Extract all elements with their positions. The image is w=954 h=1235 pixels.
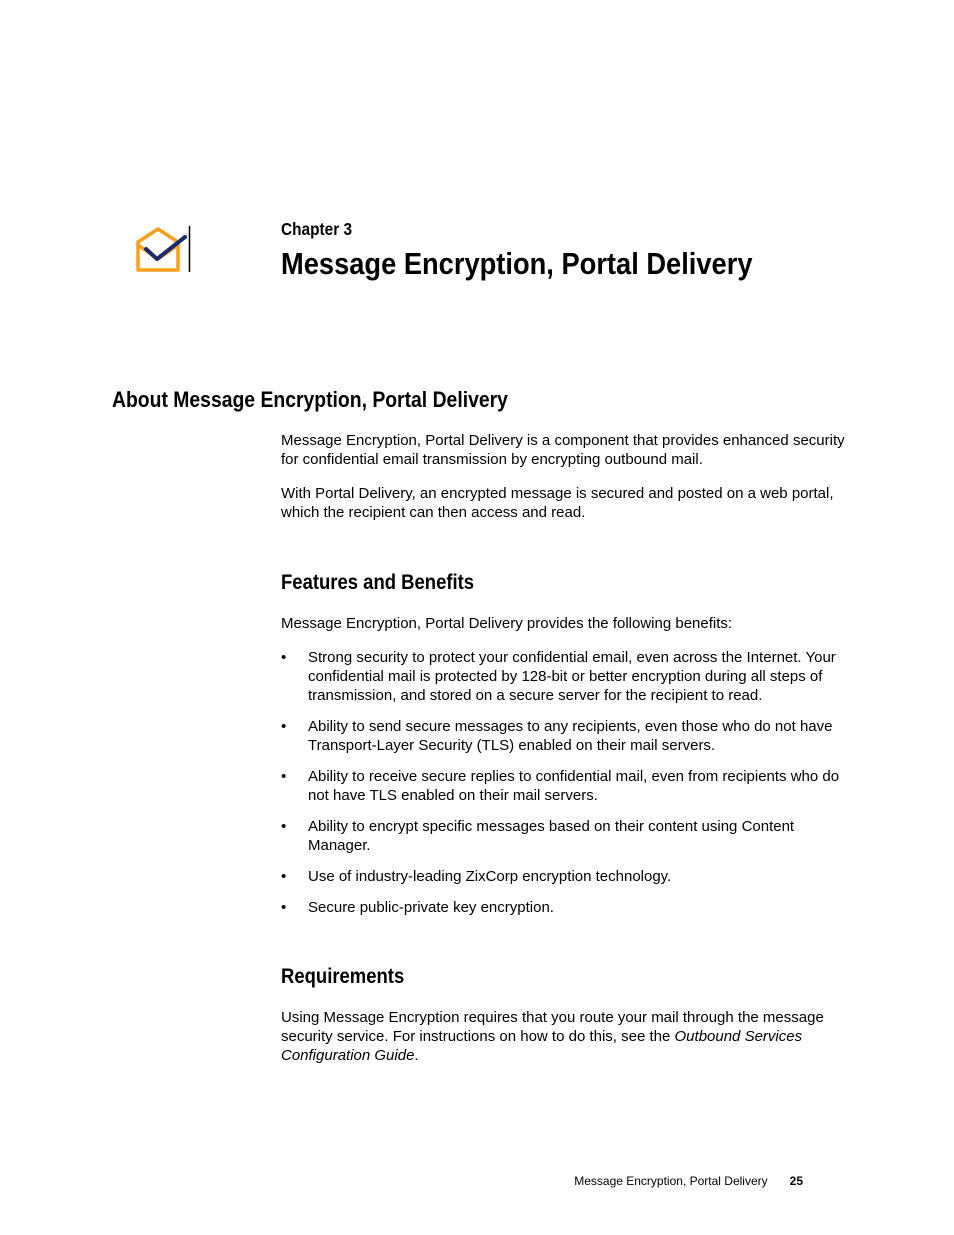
bullet-glyph: •	[281, 818, 287, 835]
list-item	[281, 767, 846, 805]
requirements-paragraph	[281, 1008, 846, 1065]
footer-title: Message Encryption, Portal Delivery	[574, 1174, 768, 1188]
list-item-text: Strong security to protect your confidential email, even across the Internet. Your confidential mail is protected by 128-bit or better encryption during all steps of transmission, and stored on a secure server for the recipient to read.	[308, 649, 836, 704]
list-item	[281, 648, 846, 705]
bullet-glyph: •	[281, 649, 287, 666]
envelope-checkmark-icon	[134, 224, 192, 274]
section-heading-features: Features and Benefits	[281, 571, 475, 594]
list-item	[281, 867, 846, 886]
bullet-glyph: •	[281, 768, 287, 785]
page-number: 25	[789, 1174, 803, 1188]
chapter-label: Chapter 3	[281, 219, 353, 239]
list-item-text: Ability to send secure messages to any recipients, even those who do not have Transport-Layer Security (TLS) enabled on their mail servers.	[308, 718, 833, 754]
requirements-text: Using Message Encryption requires that you route your mail through the message security service. For instructions on how to do this, see the	[281, 1009, 824, 1045]
list-item	[281, 717, 846, 755]
about-paragraph-1: Message Encryption, Portal Delivery is a component that provides enhanced security for confidential email transmission by encrypting outbound mail.	[281, 432, 845, 468]
section-heading-requirements: Requirements	[281, 965, 405, 988]
list-item-text: Ability to encrypt specific messages based on their content using Content Manager.	[308, 818, 795, 854]
list-item-text: Ability to receive secure replies to confidential mail, even from recipients who do not have TLS enabled on their mail servers.	[308, 768, 840, 804]
list-item	[281, 817, 846, 855]
bullet-glyph: •	[281, 718, 287, 735]
page-footer	[574, 1174, 803, 1188]
benefits-list	[281, 648, 846, 929]
section-heading-about: About Message Encryption, Portal Delivery	[112, 387, 508, 412]
bullet-glyph: •	[281, 868, 287, 885]
about-paragraph-2: With Portal Delivery, an encrypted message is secured and posted on a web portal, which the recipient can then access and read.	[281, 485, 834, 521]
list-item	[281, 898, 846, 917]
features-intro: Message Encryption, Portal Delivery provides the following benefits:	[281, 615, 733, 632]
guide-reference: Outbound Services Configuration Guide	[281, 1028, 803, 1064]
bullet-glyph: •	[281, 899, 287, 916]
list-item-text: Secure public-private key encryption.	[308, 899, 554, 916]
requirements-text-end: .	[414, 1047, 419, 1064]
list-item-text: Use of industry-leading ZixCorp encryption technology.	[308, 868, 672, 885]
chapter-title: Message Encryption, Portal Delivery	[281, 246, 753, 281]
